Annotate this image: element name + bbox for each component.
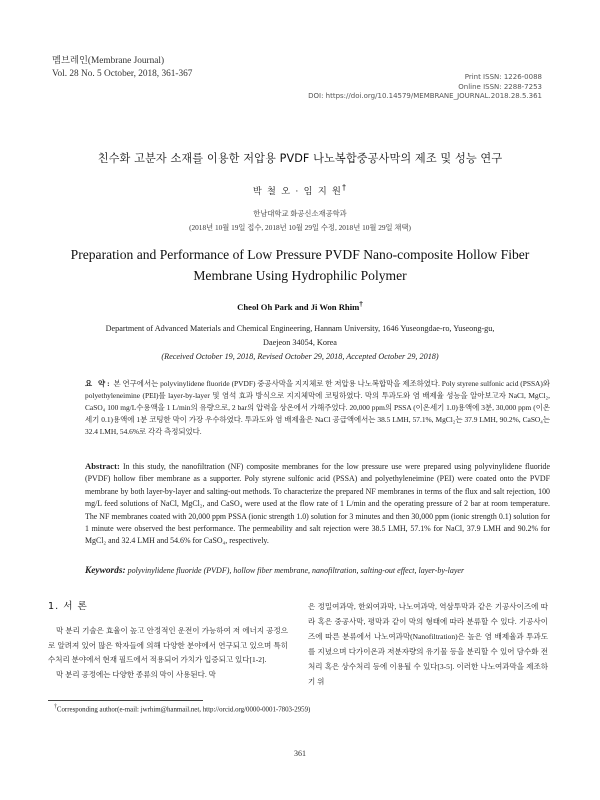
page-number: 361 <box>294 749 306 758</box>
issn-block <box>308 73 542 102</box>
korean-affiliation: 한남대학교 화공신소재공학과 <box>253 209 347 218</box>
english-affiliation-line2: Daejeon 34054, Korea <box>263 338 337 347</box>
korean-abstract <box>85 378 550 438</box>
journal-name: 멤브레인(Membrane Journal) <box>52 56 165 66</box>
intro-paragraph-1: 막 분리 기술은 효율이 높고 안정적인 운전이 가능하여 저 에너지 공정으로 알려져 있어 많은 학자들에 의해 다양한 분야에서 연구되고 있으며 특히 수처리 분야에서 현재 필드에서 적용되어 가치가 입증되고 있다[1-2]. <box>48 626 288 665</box>
english-abstract <box>85 460 550 548</box>
korean-title: 친수화 고분자 소재를 이용한 저압용 PVDF 나노복합중공사막의 제조 및 성능 연구 <box>97 152 503 165</box>
volume-line: Vol. 28 No. 5 October, 2018, 361-367 <box>52 69 193 79</box>
right-column <box>308 598 548 689</box>
korean-abstract-label: 요 약: <box>85 379 112 388</box>
english-authors <box>0 300 600 312</box>
print-issn: Print ISSN: 1226-0088 <box>464 73 542 81</box>
corresponding-dagger: † <box>342 183 348 192</box>
section-heading-introduction: 1. 서 론 <box>48 601 88 612</box>
left-column <box>48 598 288 682</box>
english-title: Preparation and Performance of Low Pressure PVDF Nano-composite Hollow Fiber Membrane Using Hydrophilic Polymer <box>70 247 530 283</box>
intro-paragraph-continued: 은 정밀여과막, 한외여과막, 나노여과막, 역삼투막과 같은 기공사이즈에 따라 혹은 중공사막, 평막과 같이 막의 형태에 따라 분류할 수 있다. 기공사이즈에 따른 분류에서 나노여과막(Nanofiltration)은 높은 염 배제율과 투과도를 지녔으며 다가이온과 저분자량의 유기물 등을 분리할 수 있어 담수화 전처리 혹은 상수처리 등에 이용될 수 있다[3-5]. 이러한 나노여과막을 제조하기 위 <box>308 602 548 686</box>
english-abstract-label: Abstract: <box>85 461 120 471</box>
online-issn: Online ISSN: 2288-7253 <box>458 82 542 91</box>
footnote-dagger: † <box>54 704 57 710</box>
korean-authors <box>0 183 600 197</box>
doi[interactable]: DOI: https://doi.org/10.14579/MEMBRANE_JOURNAL.2018.28.5.361 <box>308 92 542 100</box>
keywords <box>85 566 555 576</box>
english-corresponding-dagger: † <box>359 300 363 308</box>
korean-author-names: 박 철 오 · 임 지 원 <box>252 186 343 198</box>
korean-received-dates: (2018년 10월 19일 접수, 2018년 10월 29일 수정, 2018년 10월 29일 채택) <box>189 223 411 232</box>
footnote-text: Corresponding author(e-mail: jwrhim@hanmail.net, http://orcid.org/0000-0001-7803-2959) <box>56 706 311 714</box>
keywords-text: polyvinylidene fluoride (PVDF), hollow fiber membrane, nanofiltration, salting-out effect, layer-by-layer <box>127 566 465 575</box>
keywords-label: Keywords: <box>85 566 126 576</box>
korean-abstract-text: 본 연구에서는 polyvinylidene fluoride (PVDF) 중공사막을 지지체로 한 저압용 나노복합막을 제조하였다. Poly styrene sulfonic acid (PSSA)와 polyethyleneimine (PEI)를 layer-by-layer 및 염석 효과 방식으로 지지체막에 코팅하였다. 막의 투과도와 염 배제율 성능을 알아보고자 NaCl, MgCl₂, CaSO₄ 100 mg/L수용액을 1 L/min의 유량으로, 2 bar의 압력을 상온에서 가해주었다. 20,000 ppm의 PSSA (이온세기 1.0)용액에 3분, 30,000 ppm (이온세기 0.1)용액에 1분 코팅한 막이 가장 우수하였다. 투과도와 염 배제율은 NaCl 공급액에서는 38.5 LMH, 57.1%, MgCl₂는 37.9 LMH, 90.2%, CaSO₄는 32.4 LMH, 54.6%로 각각 측정되었다. <box>85 379 550 436</box>
footnote <box>54 704 310 713</box>
english-author-names: Cheol Oh Park and Ji Won Rhim <box>237 301 360 312</box>
english-abstract-text: In this study, the nanofiltration (NF) composite membranes for the low pressure use were prepared using polyvinylidene fluoride (PVDF) hollow fiber membrane as a supporter. Poly styrene sulfonic acid (PSSA) and polyethyleneimine (PEI) were coated onto the PVDF membrane by both layer-by-layer and salting-out methods. To characterize the prepared NF membranes in terms of the flux and salt rejection, 100 mg/L feed solutions of NaCl, MgCl₂, and CaSO₄ were used at the flow rate of 1 L/min and the operating pressure of 2 bar at room temperature. The NF membranes coated with 20,000 ppm PSSA (ionic strength 1.0) solution for 3 minutes and then 30,000 ppm (ionic strength 0.1) solution for 1 minute were observed the best performance. The permeability and salt rejection were 38.5 LMH, 57.1% for NaCl, 37.9 LMH and 90.2% for MgCl₂ and 32.4 LMH and 54.6% for CaSO₄, respectively. <box>85 462 550 546</box>
english-affiliation <box>80 322 520 350</box>
footnote-rule <box>48 700 203 701</box>
intro-paragraph-2: 막 분리 공정에는 다양한 종류의 막이 사용된다. 막 <box>56 669 216 679</box>
english-affiliation-line1: Department of Advanced Materials and Chemical Engineering, Hannam University, 1646 Yuseongdae-ro, Yuseong-gu, <box>105 324 495 333</box>
english-received-dates: (Received October 19, 2018, Revised October 29, 2018, Accepted October 29, 2018) <box>161 352 439 361</box>
journal-header <box>52 55 192 81</box>
